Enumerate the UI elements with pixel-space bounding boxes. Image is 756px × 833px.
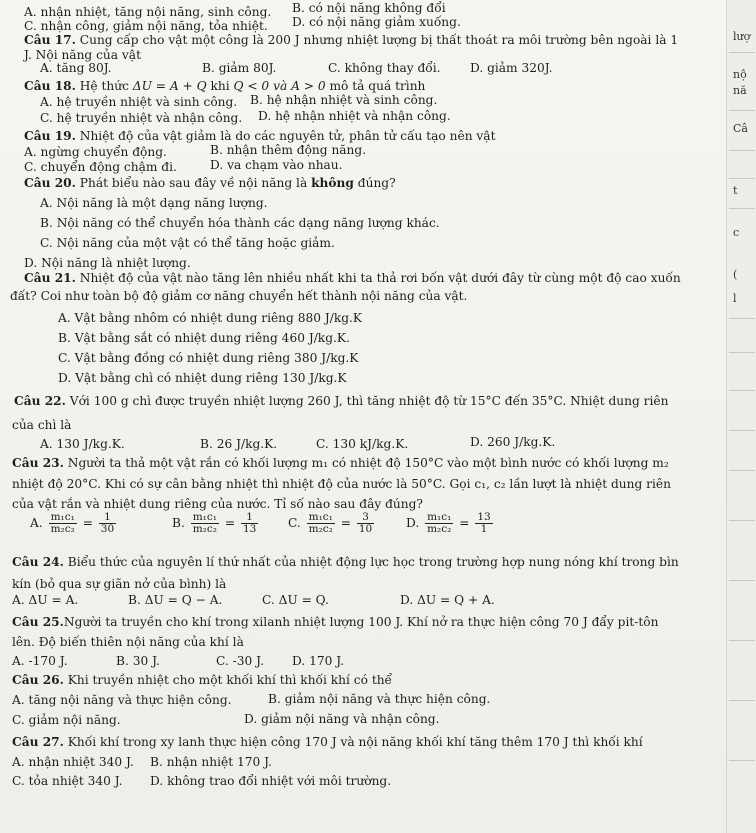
option-b: B. nhận thêm động năng. (210, 143, 367, 157)
question-text: Với 100 g chì được truyền nhiệt lượng 260 J, thì tăng nhiệt độ từ (65, 394, 470, 408)
question-text: Người ta thả một vật rắn có khối lượng m₁ có nhiệt độ (63, 456, 405, 470)
option-d: D. va chạm vào nhau. (210, 158, 343, 172)
margin-rule (729, 150, 755, 151)
margin-rule (729, 390, 755, 391)
temperature: 150°C (404, 456, 444, 470)
question-text: Cung cấp cho vật một công là 200 J nhưng nhiệt lượng bị thất thoát ra môi trường bên ngoài là 1 (75, 33, 679, 47)
question-label: Câu 23. (12, 456, 64, 470)
option-a: A. Nội năng là một dạng năng lượng. (40, 196, 268, 210)
margin-fragment: ( (733, 268, 738, 281)
option-label: C. (288, 516, 301, 530)
margin-rule (729, 430, 755, 431)
question-label: Câu 21. (24, 271, 76, 285)
equals: = (82, 516, 93, 530)
option-a: A. tăng nội năng và thực hiện công. (12, 693, 232, 707)
fraction (49, 512, 77, 535)
question-25 (12, 614, 658, 630)
option-c: C. nhận công, giảm nội năng, tỏa nhiệt. (24, 19, 268, 33)
option-d: D. Nội năng là nhiệt lượng. (24, 256, 191, 270)
numerator: m₁c₁ (192, 511, 217, 523)
question-text: nhiệt độ (12, 477, 67, 491)
option-b: B. có nội năng không đổi (292, 1, 446, 15)
denominator: m₂c₂ (192, 523, 217, 535)
option-c: C. Nội năng của một vật có thể tăng hoặc giảm. (40, 236, 335, 250)
option-d: D. hệ nhận nhiệt và nhận công. (258, 109, 451, 123)
question-text-cont: của chì là (12, 418, 72, 432)
option-b: B. hệ nhận nhiệt và sinh công. (250, 93, 438, 107)
question-text-cont: kín (bỏ qua sự giãn nở của bình) là (12, 577, 227, 591)
option-b: B. Vật bằng sắt có nhiệt dung riêng 460 J/kg.K. (58, 331, 350, 345)
question-text: đúng? (353, 176, 396, 190)
option-c: C. -30 J. (216, 654, 264, 668)
option-b: B. Nội năng có thể chuyển hóa thành các dạng năng lượng khác. (40, 216, 440, 230)
fraction (307, 512, 335, 535)
question-21 (24, 270, 681, 286)
question-label: Câu 24. (12, 555, 64, 569)
option-a: A. ngừng chuyển động. (24, 145, 167, 159)
question-26 (12, 672, 392, 688)
option-c: C. chuyển động chậm đi. (24, 160, 177, 174)
margin-rule (729, 760, 755, 761)
option-b: B. 26 J/kg.K. (200, 437, 278, 451)
option-c: C. giảm nội năng. (12, 713, 121, 727)
denominator: m₂c₂ (50, 523, 75, 535)
question-label: Câu 18. (24, 79, 76, 93)
option-b: B. 30 J. (116, 654, 160, 668)
question-text: vào một bình nước có khối lượng m₂ (443, 456, 669, 470)
numerator: m₁c₁ (308, 511, 333, 523)
question-text: Hệ thức (75, 79, 133, 93)
question-text: . Nhiệt dung riên (562, 394, 669, 408)
question-17 (24, 32, 678, 48)
fraction (425, 512, 453, 535)
option-d (406, 512, 495, 535)
option-a: A. ΔU = A. (12, 593, 79, 607)
option-c: C. hệ truyền nhiệt và nhận công. (40, 111, 243, 125)
question-text-cont: đất? Coi như toàn bộ độ giảm cơ năng chuyển hết thành nội năng của vật. (10, 289, 468, 303)
option-d: D. ΔU = Q + A. (400, 593, 495, 607)
denominator: 1 (480, 523, 488, 535)
emphasis: không (311, 176, 354, 190)
numerator: 1 (241, 512, 258, 524)
question-text-cont: lên. Độ biến thiên nội năng của khí là (12, 635, 244, 649)
option-c (288, 512, 376, 535)
question-text: Người ta truyền cho khí trong xilanh nhiệt lượng 100 J. Khí nở ra thực hiện công 70 J đẩy pit-tôn (63, 615, 659, 629)
question-text: khi (206, 79, 234, 93)
question-20 (24, 175, 396, 191)
margin-fragment: lượ (733, 30, 751, 43)
option-b: B. nhận nhiệt 170 J. (150, 755, 272, 769)
question-27 (12, 734, 643, 750)
numerator: m₁c₁ (50, 511, 75, 523)
question-24 (12, 554, 679, 570)
equals: = (340, 516, 351, 530)
margin-fragment: l (733, 292, 737, 305)
temperature: 50°C (411, 477, 442, 491)
temperature: 15°C (470, 394, 501, 408)
question-text: Phát biểu nào sau đây về nội năng là (75, 176, 312, 190)
question-text: . Gọi c₁, c₂ lần lượt là nhiệt dung riên (441, 477, 671, 491)
margin-rule (729, 700, 755, 701)
option-d: D. Vật bằng chì có nhiệt dung riêng 130 J/kg.K (58, 371, 347, 385)
option-a: A. tăng 80J. (40, 61, 112, 75)
formula: ΔU = A + Q (132, 79, 207, 93)
option-a: A. 130 J/kg.K. (40, 437, 125, 451)
question-text: Nhiệt độ của vật nào tăng lên nhiều nhất khi ta thả rơi bốn vật dưới đây từ cùng một độ cao xuốn (75, 271, 681, 285)
question-text: Khi truyền nhiệt cho một khối khí thì khối khí có thể (63, 673, 393, 687)
numerator: 3 (357, 512, 374, 524)
option-d: D. 260 J/kg.K. (470, 435, 556, 449)
option-b: B. ΔU = Q − A. (128, 593, 223, 607)
margin-fragment: Câ (733, 122, 748, 135)
option-b: B. giảm 80J. (202, 61, 277, 75)
margin-rule (729, 208, 755, 209)
question-text: đến (500, 394, 532, 408)
temperature: 20°C (66, 477, 98, 491)
temperature: 35°C (531, 394, 563, 408)
margin-fragment: nộ (733, 68, 747, 81)
option-c: C. không thay đổi. (328, 61, 441, 75)
fraction (475, 512, 492, 535)
option-label: D. (406, 516, 420, 530)
denominator: 13 (242, 523, 257, 535)
numerator: 13 (477, 511, 491, 523)
adjacent-page-strip (726, 0, 756, 833)
question-text: . Khi có sự cân bằng nhiệt thì nhiệt độ của nước là (97, 477, 412, 491)
margin-fragment: t (733, 184, 738, 197)
formula: Q < 0 và A > 0 (233, 79, 326, 93)
fraction (357, 512, 374, 535)
margin-fragment: c (733, 226, 740, 239)
option-label: A. (30, 516, 43, 530)
question-label: Câu 20. (24, 176, 76, 190)
option-c: C. ΔU = Q. (262, 593, 329, 607)
denominator: 30 (100, 523, 115, 535)
question-label: Câu 27. (12, 735, 64, 749)
margin-rule (729, 178, 755, 179)
option-d: D. 170 J. (292, 654, 345, 668)
margin-rule (729, 352, 755, 353)
margin-rule (729, 640, 755, 641)
question-text: Biểu thức của nguyên lí thứ nhất của nhiệt động lực học trong trường hợp nung nóng khí trong bìn (63, 555, 679, 569)
denominator: 10 (358, 523, 373, 535)
question-22 (14, 393, 668, 409)
margin-rule (729, 52, 755, 53)
option-c: C. Vật bằng đồng có nhiệt dung riêng 380 J/kg.K (58, 351, 359, 365)
question-label: Câu 25. (12, 615, 64, 629)
question-label: Câu 22. (14, 394, 66, 408)
option-a: A. nhận nhiệt 340 J. (12, 755, 134, 769)
numerator: 1 (99, 512, 116, 524)
option-b: B. giảm nội năng và thực hiện công. (268, 692, 491, 706)
denominator: m₂c₂ (308, 523, 333, 535)
margin-rule (729, 110, 755, 111)
fraction (191, 512, 219, 535)
option-d: D. giảm 320J. (470, 61, 553, 75)
question-text-cont (12, 476, 671, 492)
question-text: mô tả quá trình (325, 79, 426, 93)
equals: = (459, 516, 470, 530)
question-text-cont: J. Nội năng của vật (24, 48, 141, 62)
margin-fragment: nă (733, 84, 747, 97)
option-c: C. tỏa nhiệt 340 J. (12, 774, 123, 788)
margin-rule (729, 470, 755, 471)
fraction (241, 512, 258, 535)
option-d: D. không trao đổi nhiệt với môi trường. (150, 774, 392, 788)
margin-rule (729, 318, 755, 319)
option-a (30, 512, 118, 535)
equals: = (224, 516, 236, 530)
option-a: A. -170 J. (12, 654, 68, 668)
option-d: D. có nội năng giảm xuống. (292, 15, 461, 29)
option-c: C. 130 kJ/kg.K. (316, 437, 409, 451)
question-label: Câu 17. (24, 33, 76, 47)
option-label: B. (172, 516, 185, 530)
option-d: D. giảm nội năng và nhận công. (244, 712, 440, 726)
margin-rule (729, 520, 755, 521)
margin-rule (729, 580, 755, 581)
question-text-cont: của vật rắn và nhiệt dung riêng của nước. Tỉ số nào sau đây đúng? (12, 497, 423, 511)
option-a: A. nhận nhiệt, tăng nội năng, sinh công. (24, 5, 272, 19)
question-label: Câu 26. (12, 673, 64, 687)
numerator: m₁c₁ (427, 511, 452, 523)
question-text: Khối khí trong xy lanh thực hiện công 170 J và nội năng khối khí tăng thêm 170 J thì khối khí (63, 735, 643, 749)
question-23 (12, 455, 669, 471)
option-a: A. hệ truyền nhiệt và sinh công. (40, 95, 238, 109)
fraction (99, 512, 116, 535)
denominator: m₂c₂ (427, 523, 452, 535)
question-label: Câu 19. (24, 129, 76, 143)
option-a: A. Vật bằng nhôm có nhiệt dung riêng 880 J/kg.K (58, 311, 362, 325)
question-text: Nhiệt độ của vật giảm là do các nguyên tử, phân tử cấu tạo nên vật (75, 129, 496, 143)
option-b (172, 512, 260, 535)
